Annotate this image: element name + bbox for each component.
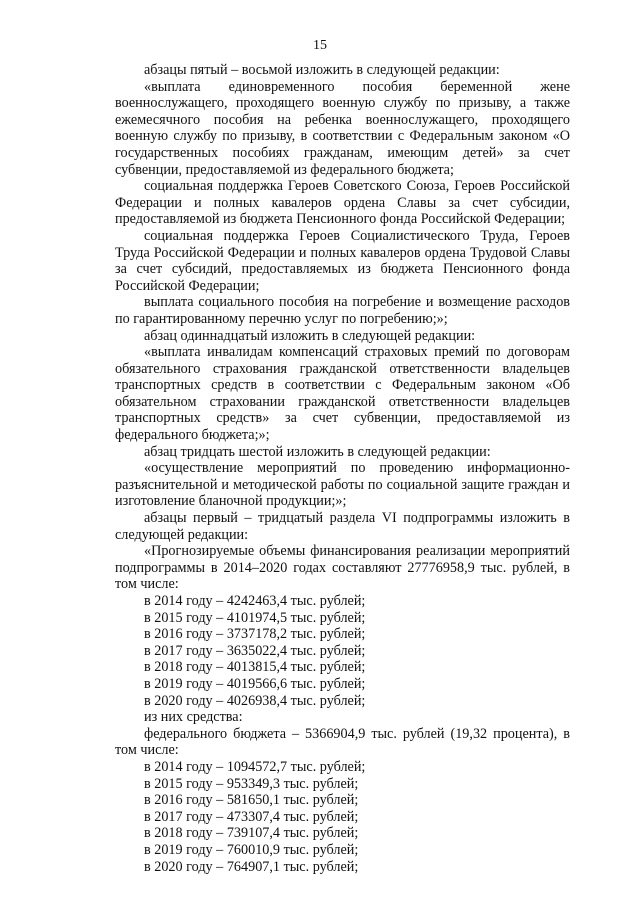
federal-by-year-list: [115, 759, 570, 875]
list-item: в 2014 году – 4242463,4 тыс. рублей;: [144, 593, 366, 609]
list-item: в 2017 году – 3635022,4 тыс. рублей;: [144, 642, 366, 659]
paragraph-information-work: «осуществление мероприятий по проведению информационно-разъяснительной и методической работы по социальной защите граждан и изготовление бланочной продукции;»;: [115, 460, 570, 510]
paragraph-federal-budget: федерального бюджета – 5366904,9 тыс. рублей (19,32 процента), в том числе:: [115, 725, 570, 759]
paragraph-intro-section-vi: абзацы первый – тридцатый раздела VI подпрограммы изложить в следующей редакции:: [115, 510, 570, 543]
list-item: в 2015 году – 953349,3 тыс. рублей;: [144, 775, 359, 792]
paragraph-intro-5-8: абзацы пятый – восьмой изложить в следующей редакции:: [144, 62, 500, 78]
paragraph-pregnant-wife-benefit: «выплата единовременного пособия беременной жене военнослужащего, проходящего военную службу по призыву, а также ежемесячного пособия на ребенка военнослужащего, проходящего военную службу по призыву, в соответствии с Федеральным законом «О государственных пособиях гражданам, имеющим детей» за счет субвенции, предоставляемой из федерального бюджета;: [115, 78, 570, 178]
list-item: в 2016 году – 3737178,2 тыс. рублей;: [144, 626, 366, 643]
list-item: в 2020 году – 4026938,4 тыс. рублей;: [144, 692, 366, 709]
paragraph-intro-36: абзац тридцать шестой изложить в следующей редакции:: [144, 443, 491, 460]
list-item: в 2017 году – 473307,4 тыс. рублей;: [144, 808, 359, 825]
list-item: в 2014 году – 1094572,7 тыс. рублей;: [144, 758, 366, 775]
list-item: в 2016 году – 581650,1 тыс. рублей;: [144, 792, 359, 809]
page-number: 15: [313, 38, 327, 53]
sources-intro: из них средства:: [144, 709, 243, 726]
paragraph-financing-total: «Прогнозируемые объемы финансирования реализации мероприятий подпрограммы в 2014–2020 годах составляют 27776958,9 тыс. рублей, в том числе:: [115, 543, 570, 593]
list-item: в 2018 году – 739107,4 тыс. рублей;: [144, 825, 359, 842]
list-item: в 2015 году – 4101974,5 тыс. рублей;: [144, 609, 366, 626]
paragraph-heroes-soviet-union: социальная поддержка Героев Советского Союза, Героев Российской Федерации и полных кавалеров ордена Славы за счет субсидии, предоставляемой из бюджета Пенсионного фонда Российской Федерации;: [115, 178, 570, 228]
paragraph-funeral-benefit: выплата социального пособия на погребение и возмещение расходов по гарантированному перечню услуг по погребению;»;: [115, 294, 570, 327]
list-item: в 2020 году – 764907,1 тыс. рублей;: [144, 858, 359, 875]
paragraph-heroes-labor: социальная поддержка Героев Социалистического Труда, Героев Труда Российской Федерации и полных кавалеров ордена Трудовой Славы за счет субсидий, предоставляемых из бюджета Пенсионного фонда Российской Федерации;: [115, 227, 570, 294]
paragraph-intro-11: абзац одиннадцатый изложить в следующей редакции:: [144, 327, 476, 344]
list-item: в 2019 году – 760010,9 тыс. рублей;: [144, 841, 359, 858]
list-item: в 2019 году – 4019566,6 тыс. рублей;: [144, 675, 366, 692]
list-item: в 2018 году – 4013815,4 тыс. рублей;: [144, 659, 366, 676]
total-by-year-list: [115, 593, 570, 709]
paragraph-insurance-compensation: «выплата инвалидам компенсаций страховых премий по договорам обязательного страхования гражданской ответственности владельцев транспортных средств в соответствии с Федеральным законом «Об обязательном страховании гражданской ответственности владельцев транспортных средств» за счет субвенции, предоставляемой из федерального бюджета;»;: [115, 344, 570, 444]
document-body: [115, 62, 570, 875]
